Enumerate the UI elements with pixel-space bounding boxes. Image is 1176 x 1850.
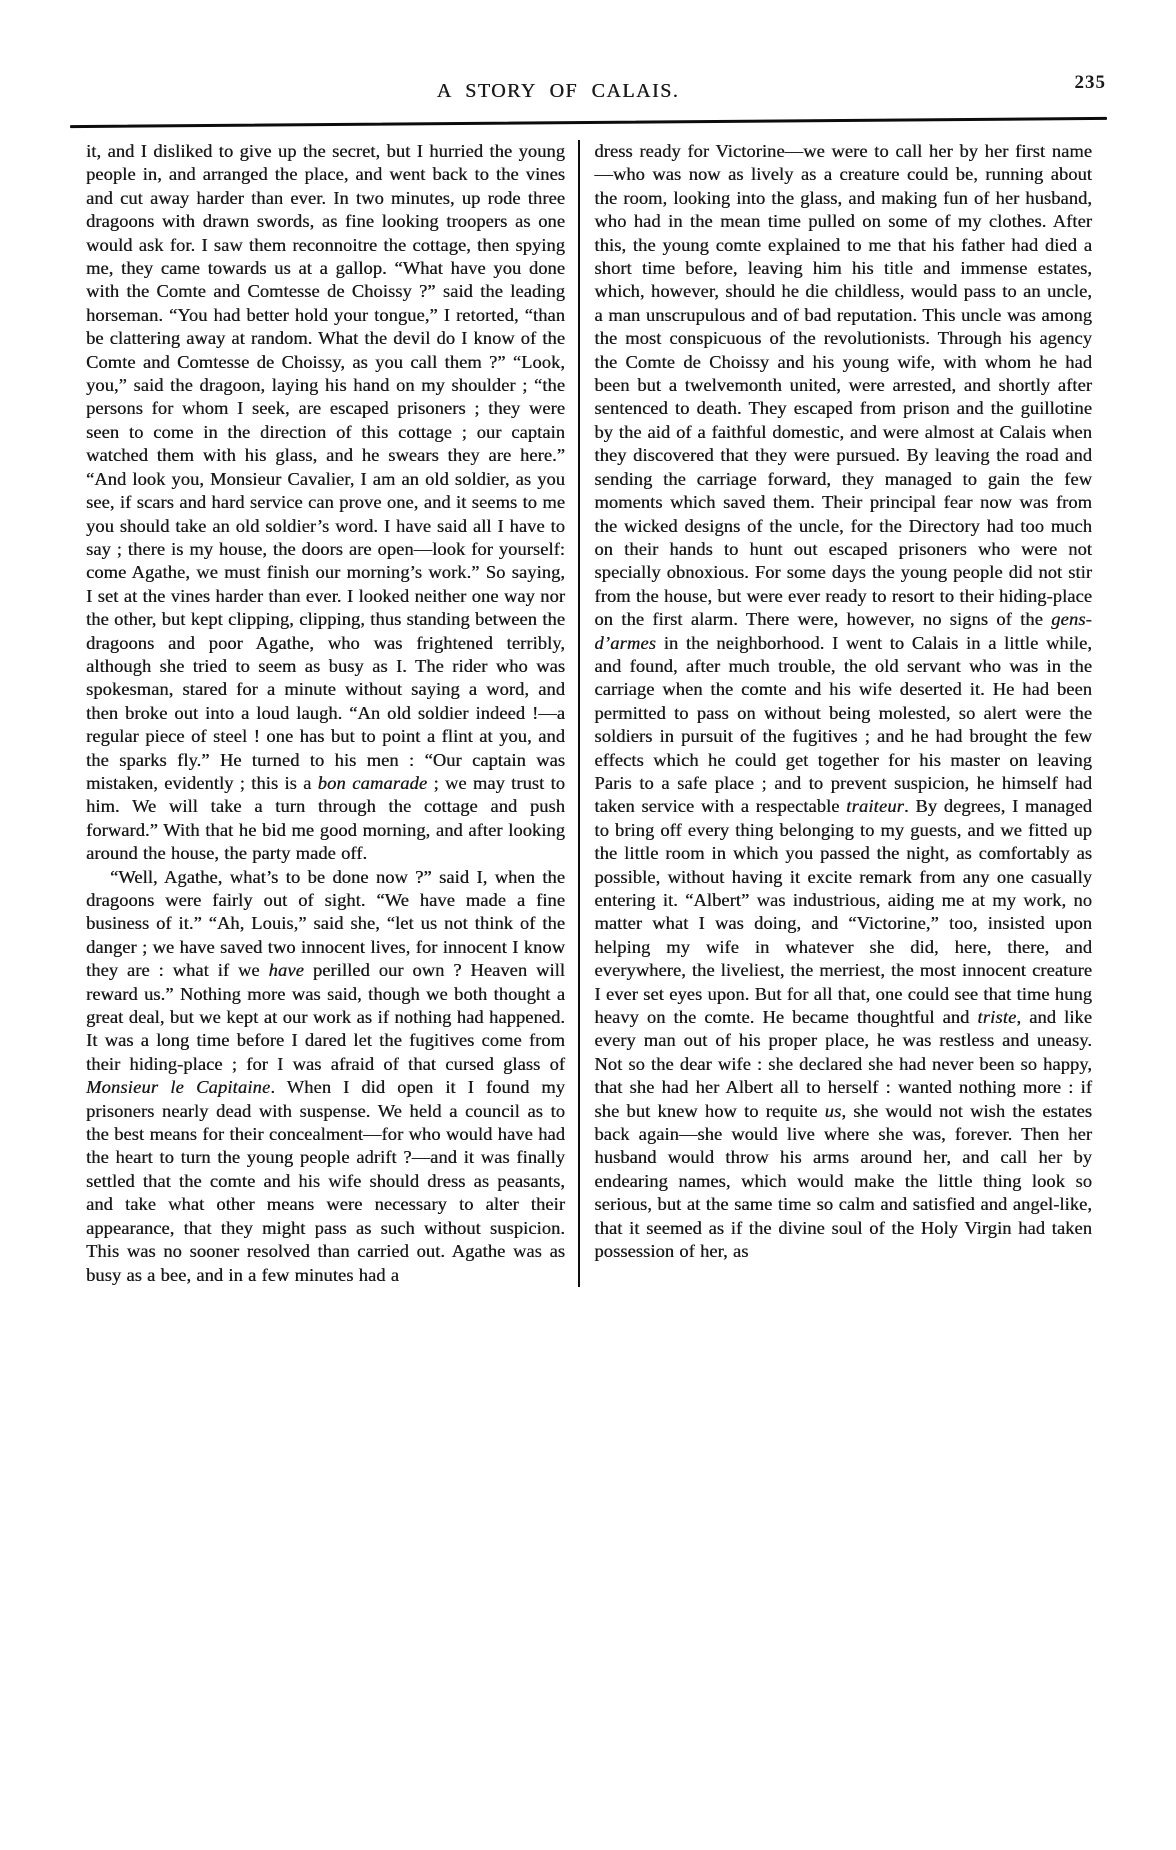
- text-columns: [86, 140, 1092, 1287]
- right-column: [580, 140, 1092, 1287]
- running-title: A STORY OF CALAIS.: [436, 80, 680, 102]
- header-rule: [70, 117, 1107, 128]
- paragraph: it, and I disliked to give up the secret, but I hurried the young people in, and arranged the place, and went back to the vines and cut away harder than ever. In two minutes, up rode three dragoons with drawn swords, as fine looking troopers as one would ask for. I saw them reconnoitre the cottage, then spying me, they came towards us at a gallop. “What have you done with the Comte and Comtesse de Choissy ?” said the leading horseman. “You had better hold your tongue,” I retorted, “than be clattering away at random. What the devil do I know of the Comte and Comtesse de Choissy, as you call them ?” “Look, you,” said the dragoon, laying his hand on my shoulder ; “the persons for whom I seek, are escaped prisoners ; they were seen to come in the direction of this cottage ; our captain watched them with his glass, and he swears they are here.” “And look you, Monsieur Cavalier, I am an old soldier, as you see, if scars and hard service can prove one, and it seems to me you should take an old soldier’s word. I have said all I have to say ; there is my house, the doors are open—look for yourself: come Agathe, we must finish our morning’s work.” So saying, I set at the vines harder than ever. I looked neither one way nor the other, but kept clipping, clipping, thus standing between the dragoons and poor Agathe, who was frightened terribly, although she tried to seem as busy as I. The rider who was spokesman, stared for a minute without saying a word, and then broke out into a loud laugh. “An old soldier indeed !—a regular piece of steel ! one has but to point a flint at you, and the sparks fly.” He turned to his men : “Our captain was mistaken, evidently ; this is a bon camarade ; we may trust to him. We will take a turn through the cottage and push forward.” With that he bid me good morning, and after looking around the house, the party made off.: [86, 141, 565, 864]
- page-number: 235: [1074, 72, 1106, 93]
- paragraph: dress ready for Victorine—we were to call her by her first name—who was now as lively as a creature could be, running about the room, looking into the glass, and making fun of her husband, who had in the mean time pulled on some of my clothes. After this, the young comte explained to me that his father had died a short time before, leaving him his title and immense estates, which, however, should he die childless, would pass to an uncle, a man unscrupulous and of bad reputation. This uncle was among the most conspicuous of the revolutionists. Through his agency the Comte de Choissy and his young wife, with whom he had been but a twelvemonth united, were arrested, and shortly after sentenced to death. They escaped from prison and the guillotine by the aid of a faithful domestic, and were almost at Calais when they discovered that they were pursued. By leaving the road and sending the carriage forward, they managed to gain the few moments which saved them. Their principal fear now was from the wicked designs of the uncle, for the Directory had too much on their hands to hunt out escaped prisoners who were not specially obnoxious. For some days the young people did not stir from the house, but were ever ready to resort to their hiding-place on the first alarm. There were, however, no signs of the gens-d’armes in the neighborhood. I went to Calais in a little while, and found, after much trouble, the old servant who was in the carriage when the comte and his wife deserted it. He had been permitted to pass on without being molested, so alert were the soldiers in pursuit of the fugitives ; and he had brought the few effects which he could get together for his master on leaving Paris to a safe place ; and to prevent suspicion, he himself had taken service with a respectable traiteur. By degrees, I managed to bring off every thing belonging to my guests, and we fitted up the little room in which you passed the night, as comfortably as possible, without having it excite remark from any one casually entering it. “Albert” was industrious, aiding me at my work, no matter what I was doing, and “Victorine,” too, insisted upon helping my wife in whatever she did, here, there, and everywhere, the liveliest, the merriest, the most innocent creature I ever set eyes upon. But for all that, one could see that time hung heavy on the comte. He became thoughtful and triste, and like every man out of his proper place, he was restless and uneasy. Not so the dear wife : she declared she had never been so happy, that she had her Albert all to herself : wanted nothing more : if she but knew how to requite us, she would not wish the estates back again—she would live where she was, forever. Then her husband would throw his arms around her, and call her by endearing names, which would make the little thing look so serious, but at the same time so calm and satisfied and angel-like, that it seemed as if the divine soul of the Holy Virgin had taken possession of her, as: [594, 141, 1092, 1262]
- paragraph: “Well, Agathe, what’s to be done now ?” said I, when the dragoons were fairly out of sight. “We have made a fine business of it.” “Ah, Louis,” said she, “let us not think of the danger ; we have saved two innocent lives, for innocent I know they are : what if we have perilled our own ? Heaven will reward us.” Nothing more was said, though we both thought a great deal, but we kept at our work as if nothing had happened. It was a long time before I dared let the fugitives come from their hiding-place ; for I was afraid of that cursed glass of Monsieur le Capitaine. When I did open it I found my prisoners nearly dead with suspense. We held a council as to the best means for their concealment—for who would have had the heart to turn the young people adrift ?—and it was finally settled that the comte and his wife should dress as peasants, and take what other means were necessary to alter their appearance, that they might pass as such without suspicion. This was no sooner resolved than carried out. Agathe was as busy as a bee, and in a few minutes had a: [86, 866, 565, 1285]
- left-column: [86, 140, 578, 1287]
